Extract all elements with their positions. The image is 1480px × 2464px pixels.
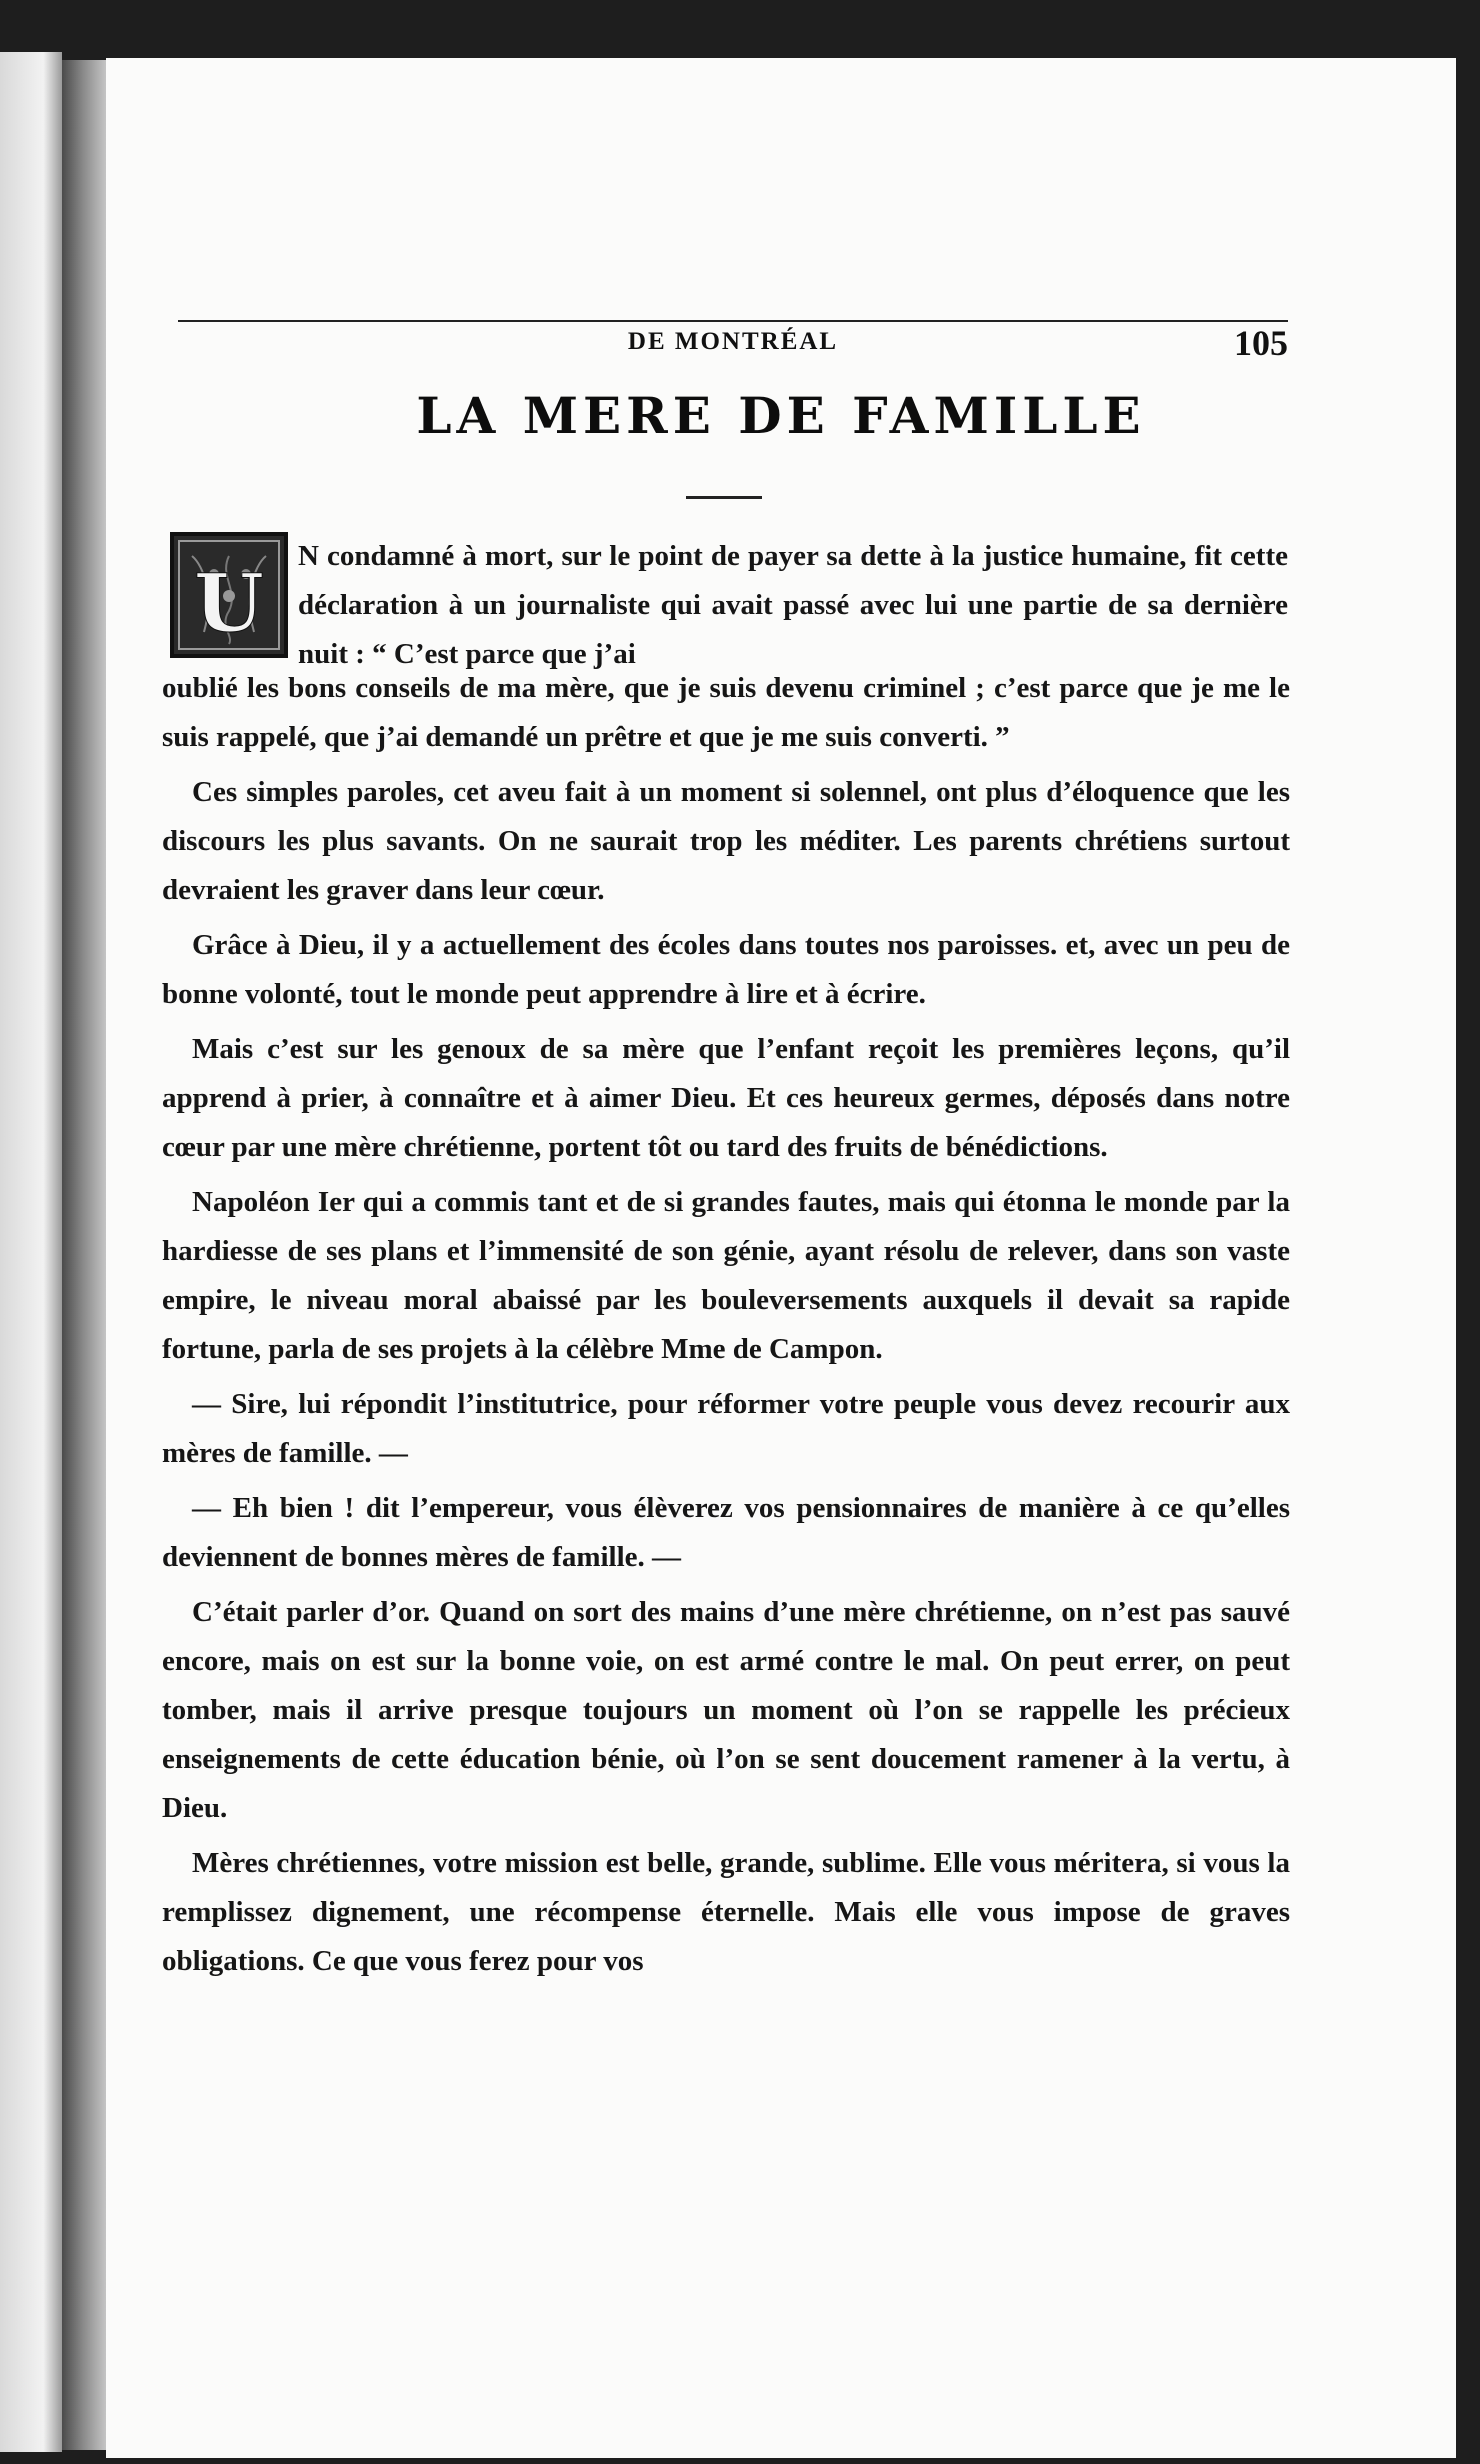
paragraph: Napoléon Ier qui a commis tant et de si grandes fautes, mais qui étonna le monde par la hardiesse de ses plans et l’immensité de son génie, ayant résolu de relever, dans son vaste empire, le niveau moral abaissé par les bouleversements auxquels il devait sa rapide fortune, parla de ses projets à la célèbre Mme de Campon. <box>162 1186 1290 1365</box>
paragraph: C’était parler d’or. Quand on sort des mains d’une mère chrétienne, on n’est pas sauvé encore, mais on est sur la bonne voie, on est armé contre le mal. On peut errer, on peut tomber, mais il arrive presque toujours un moment où l’on se rappelle les précieux enseignements de cette éducation bénie, où l’on se sent doucement ramener à la vertu, à Dieu. <box>162 1596 1290 1824</box>
paragraph: — Sire, lui répondit l’institutrice, pour réformer votre peuple vous devez recourir aux mères de famille. — <box>162 1388 1290 1469</box>
book-page <box>106 58 1456 2458</box>
ornamental-dropcap <box>170 532 288 658</box>
page-number: 105 <box>1234 323 1288 363</box>
paragraph: Ces simples paroles, cet aveu fait à un moment si solennel, ont plus d’éloquence que les discours les plus savants. On ne saurait trop les méditer. Les parents chrétiens surtout devraient les graver dans leur cœur. <box>162 776 1290 906</box>
page-header <box>178 268 1288 363</box>
paragraph: Mères chrétiennes, votre mission est belle, grande, sublime. Elle vous méritera, si vous la remplissez dignement, une récompense éternelle. Mais elle vous impose de graves obligations. Ce que vous ferez pour vos <box>162 1847 1290 1977</box>
paragraph: — Eh bien ! dit l’empereur, vous élèverez vos pensionnaires de manière à ce qu’elles deviennent de bonnes mères de famille. — <box>162 1492 1290 1573</box>
dropcap-letter: U <box>194 556 264 650</box>
paragraph: Mais c’est sur les genoux de sa mère que l’enfant reçoit les premières leçons, qu’il apprend à prier, à connaître et à aimer Dieu. Et ces heureux germes, déposés dans notre cœur par une mère chrétienne, portent tôt ou tard des fruits de bénédictions. <box>162 1033 1290 1163</box>
article-body <box>162 664 1290 1992</box>
header-rule <box>178 320 1288 322</box>
title-rule <box>686 496 762 499</box>
article-title: LA MERE DE FAMILLE <box>416 386 1146 445</box>
first-paragraph-continuation: oublié les bons conseils de ma mère, que je suis devenu criminel ; c’est parce que je me le suis rappelé, que j’ai demandé un prêtre et que je me suis converti. ” <box>162 672 1290 753</box>
first-paragraph-lead: N condamné à mort, sur le point de payer sa dette à la justice humaine, fit cette déclaration à un journaliste qui avait passé avec lui une partie de sa dernière nuit : “ C’est parce que j’ai <box>298 540 1288 670</box>
running-head: DE MONTRÉAL <box>627 328 839 355</box>
paragraph: Grâce à Dieu, il y a actuellement des écoles dans toutes nos paroisses. et, avec un peu de bonne volonté, tout le monde peut apprendre à lire et à écrire. <box>162 929 1290 1010</box>
binding-shadow <box>62 60 110 2450</box>
facing-page-edge <box>0 52 62 2452</box>
